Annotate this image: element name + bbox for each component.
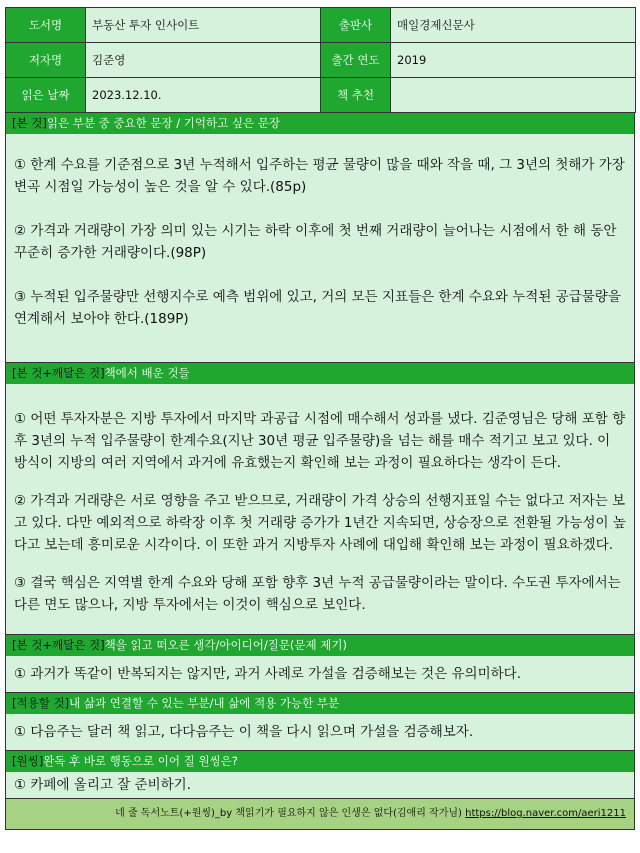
reading-note-sheet: [5, 7, 635, 830]
year-label: 출간 연도: [321, 43, 391, 78]
section-title: 책을 읽고 떠오른 생각/아이디어/질문(문제 제기): [104, 638, 347, 652]
note-item: ① 한계 수요를 기준점으로 3년 누적해서 입주하는 평균 물량이 많을 때와 작을 때, 그 3년의 첫해가 가장 변곡 시점일 가능성이 높은 것을 알 수 있다.(85p): [14, 157, 625, 195]
section-body: [6, 714, 634, 750]
author-label: 저자명: [6, 43, 86, 78]
publisher-value: 매일경제신문사: [391, 8, 636, 43]
section-header: [6, 635, 634, 656]
note-item: ② 가격과 거래량은 서로 영향을 주고 받으므로, 거래량이 가격 상승의 선행지표일 수는 없다고 저자는 보고 있다. 다만 예외적으로 하락장 이후 첫 거래량 증가가 1년간 지속되면, 상승장으로 전환될 가능성이 높다고 보는데 흥미로운 시각이다. 이 또한 과거 지방투자 사례에 대입해 확인해 보는 과정이 필요하겠다.: [14, 493, 626, 553]
note-item: ③ 누적된 입주물량만 선행지수로 예측 범위에 있고, 거의 모든 지표들은 한계 수요와 누적된 공급물량을 연계해서 보아야 한다.(189P): [14, 289, 621, 327]
publisher-label: 출판사: [321, 8, 391, 43]
section-title: 읽은 부분 중 중요한 문장 / 기억하고 싶은 문장: [46, 116, 280, 130]
book-info-row: [6, 78, 636, 113]
read-date-label: 읽은 날짜: [6, 78, 86, 113]
footer: [5, 799, 635, 830]
recommend-value: [391, 78, 636, 113]
section-prefix: [적용할 것]: [12, 696, 70, 710]
section-prefix: [원씽]: [12, 754, 44, 768]
author-value: 김준영: [86, 43, 321, 78]
note-item: ① 과거가 똑같이 반복되지는 않지만, 과거 사례로 가설을 검증해보는 것은 유의미하다.: [14, 666, 521, 682]
section-title: 완독 후 바로 행동으로 이어 질 원씽은?: [43, 754, 238, 768]
book-info-row: [6, 8, 636, 43]
section-prefix: [본 것+깨달은 것]: [12, 638, 105, 652]
section-ideas: [5, 635, 635, 693]
section-body: [6, 656, 634, 692]
title-label: 도서명: [6, 8, 86, 43]
section-seen: [5, 113, 635, 363]
section-header: [6, 751, 634, 772]
year-value: 2019: [391, 43, 636, 78]
note-item: ③ 결국 핵심은 지역별 한계 수요와 당해 포함 향후 3년 누적 공급물량이라는 말이다. 수도권 투자에서는 다른 면도 많으나, 지방 투자에서는 이것이 핵심으로 보인다.: [14, 575, 621, 613]
note-item: ② 가격과 거래량이 가장 의미 있는 시기는 하락 이후에 첫 번째 거래량이 늘어나는 시점에서 한 해 동안 꾸준히 증가한 거래량이다.(98P): [14, 223, 617, 261]
section-prefix: [본 것]: [12, 116, 47, 130]
blog-link[interactable]: https://blog.naver.com/aeri1211: [465, 808, 626, 819]
section-apply: [5, 693, 635, 751]
note-item: ① 어떤 투자자분은 지방 투자에서 마지막 과공급 시점에 매수해서 성과를 냈다. 김준영님은 당해 포함 향후 3년의 누적 입주물량이 한계수요(지난 30년 평균 입주물량)을 넘는 해를 매수 적기고 보고 있다. 이 방식이 지방의 여러 지역에서 과거에 유효했는지 확인해 보는 과정이 필요하다는 생각이 든다.: [14, 411, 626, 471]
section-body: [6, 384, 634, 634]
section-prefix: [본 것+깨달은 것]: [12, 366, 105, 380]
section-title: 책에서 배운 것들: [104, 366, 190, 380]
section-learned: [5, 363, 635, 635]
book-info-table: [5, 7, 636, 113]
read-date-value: 2023.12.10.: [86, 78, 321, 113]
book-info-row: [6, 43, 636, 78]
section-body: [6, 772, 634, 798]
section-one-thing: [5, 751, 635, 799]
section-header: [6, 363, 634, 384]
note-item: ① 카페에 올리고 잘 준비하기.: [14, 777, 192, 793]
note-item: ① 다음주는 달러 책 읽고, 다다음주는 이 책을 다시 읽으며 가설을 검증해보자.: [14, 724, 474, 740]
footer-text: 네 줄 독서노트(+원씽)_by 책읽기가 필요하지 않은 인생은 없다(김애리 작가님): [115, 808, 462, 819]
section-body: [6, 134, 634, 362]
section-title: 내 삶과 연결할 수 있는 부분/내 삶에 적용 가능한 부분: [69, 696, 340, 710]
section-header: [6, 113, 634, 134]
section-header: [6, 693, 634, 714]
recommend-label: 책 추천: [321, 78, 391, 113]
title-value: 부동산 투자 인사이트: [86, 8, 321, 43]
